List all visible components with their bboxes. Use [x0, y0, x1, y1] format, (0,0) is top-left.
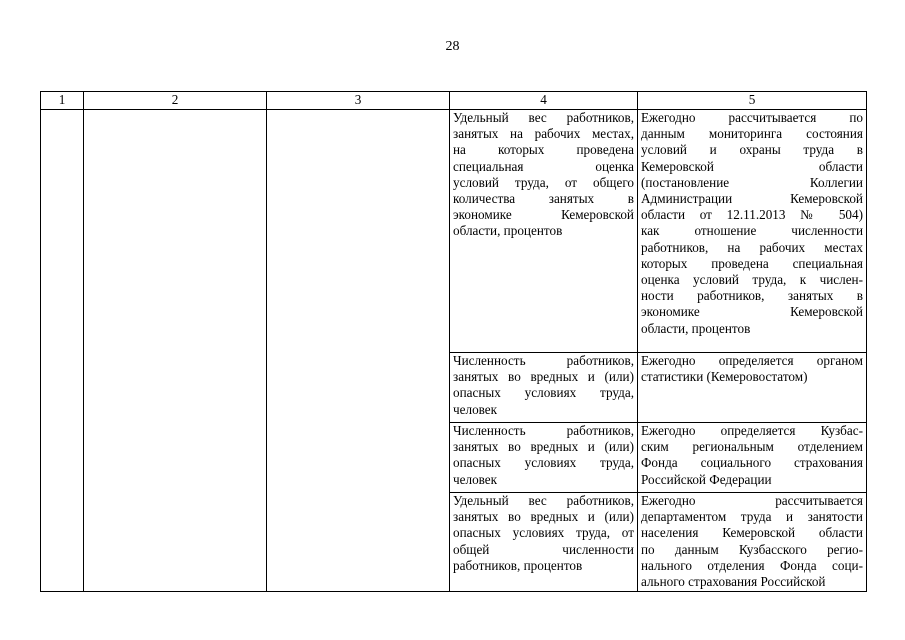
text-line: Ежегодно определяется органом [641, 353, 863, 368]
text-line: условий труда, от общего [453, 174, 634, 190]
text-line: Российской Федерации [641, 471, 772, 487]
method-cell [638, 110, 867, 353]
table-header-row [41, 92, 867, 110]
text-line: работников, на рабочих местах [641, 239, 863, 255]
text-line: оценка условий труда, к числен- [641, 272, 863, 288]
indicator-cell [450, 110, 638, 353]
text-line: области, процентов [453, 223, 563, 239]
text-line: как отношение численности [641, 223, 863, 239]
text-line: экономике Кемеровской [453, 207, 634, 223]
text-line: ским региональным отделением [641, 439, 863, 455]
column-header: 1 [41, 92, 84, 110]
text-line: Удельный вес работников, [453, 110, 634, 125]
text-line: Удельный вес работников, [453, 493, 634, 508]
text-line: статистики (Кемеровостатом) [641, 369, 808, 385]
text-line: Фонда социального страхования [641, 455, 863, 471]
method-cell [638, 423, 867, 493]
text-line: данным мониторинга состояния [641, 126, 863, 142]
text-line: Численность работников, [453, 353, 634, 368]
text-line: (постановление Коллегии [641, 174, 863, 190]
text-line: на которых проведена [453, 142, 634, 158]
indicator-cell [450, 353, 638, 423]
indicator-cell [450, 493, 638, 592]
text-line: общей численности [453, 541, 634, 557]
text-line: Численность работников, [453, 423, 634, 438]
column-header: 2 [84, 92, 267, 110]
text-line: занятых во вредных и (или) [453, 369, 634, 385]
text-line: ности работников, занятых в [641, 288, 863, 304]
text-line: специальная оценка [453, 158, 634, 174]
text-line: опасных условиях труда, [453, 455, 634, 471]
text-line: экономике Кемеровской [641, 304, 863, 320]
empty-cell-col1 [41, 110, 84, 592]
text-line: Ежегодно рассчитывается по [641, 110, 863, 125]
text-line: Ежегодно рассчитывается [641, 493, 863, 508]
text-line: Ежегодно определяется Кузбас- [641, 423, 863, 438]
text-line: работников, процентов [453, 557, 583, 573]
text-line: которых проведена специальная [641, 255, 863, 271]
text-line: условий и охраны труда в [641, 142, 863, 158]
text-line: Кемеровской области [641, 158, 863, 174]
text-line: человек [453, 401, 498, 417]
text-line: населения Кемеровской области [641, 525, 863, 541]
method-cell [638, 493, 867, 592]
text-line: по данным Кузбасского регио- [641, 541, 863, 557]
column-header: 5 [638, 92, 867, 110]
page-number: 28 [445, 39, 460, 54]
text-line: занятых во вредных и (или) [453, 509, 634, 525]
method-cell [638, 353, 867, 423]
text-line: Администрации Кемеровской [641, 191, 863, 207]
text-line: занятых на рабочих местах, [453, 126, 634, 142]
column-header: 3 [267, 92, 450, 110]
indicators-table [40, 91, 867, 592]
text-line: области от 12.11.2013 № 504) [641, 207, 863, 223]
text-line: опасных условиях труда, [453, 385, 634, 401]
text-line: нального отделения Фонда соци- [641, 557, 863, 573]
text-line: занятых во вредных и (или) [453, 439, 634, 455]
text-line: человек [453, 471, 498, 487]
table-row [41, 110, 867, 353]
empty-cell-col2 [84, 110, 267, 592]
text-line: ального страхования Российской [641, 574, 826, 590]
empty-cell-col3 [267, 110, 450, 592]
text-line: департаментом труда и занятости [641, 509, 863, 525]
indicator-cell [450, 423, 638, 493]
column-header: 4 [450, 92, 638, 110]
text-line: области, процентов [641, 320, 751, 336]
text-line: количества занятых в [453, 191, 634, 207]
text-line: опасных условиях труда, от [453, 525, 634, 541]
